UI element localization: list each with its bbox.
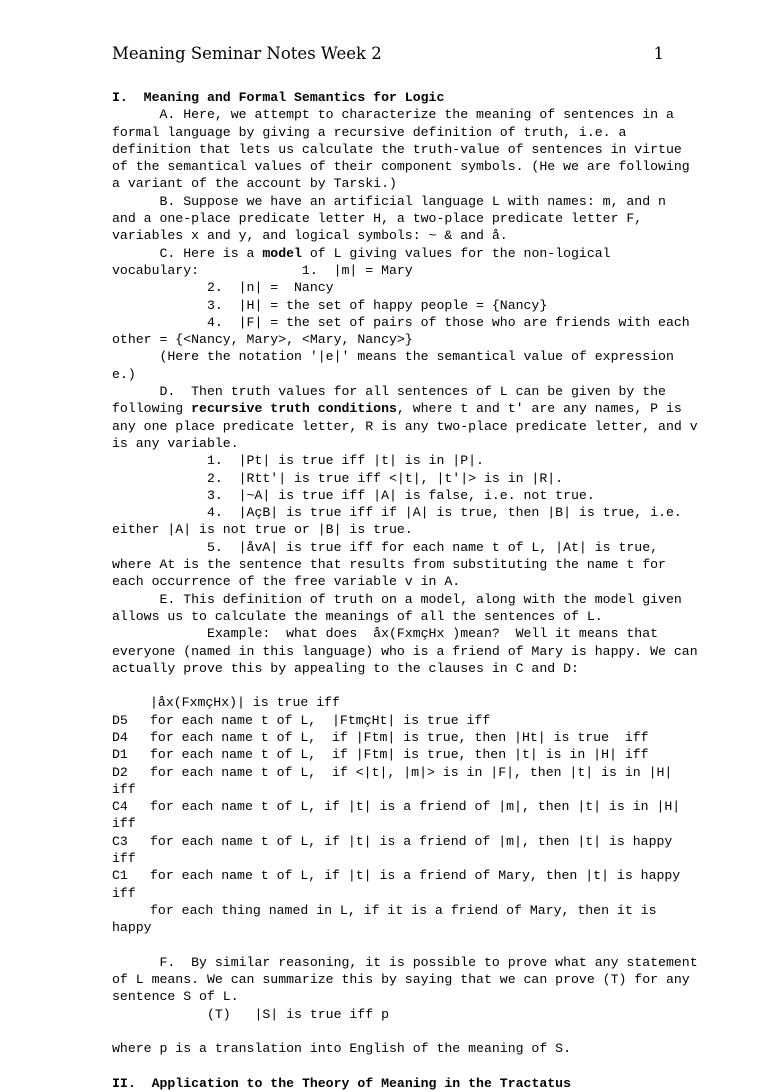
proof-row: iff <box>112 816 136 832</box>
proof-row: D5 for each name t of L, |FtmçHt| is true iff <box>112 712 491 728</box>
header-title: Meaning Seminar Notes Week 2 <box>112 44 382 63</box>
paragraph-D: D. Then truth values for all sentences of L can be given by the following recursive truth conditions, where t and t' are any names, P is any one place predicate letter, R is any two-place predicate letter, and v is any variable. 1. |Pt| is true iff |t| is in |P|. 2. |Rtt'| is true iff <|t|, |t'|> is in |R|. 3. |~A| is true iff |A| is false, i.e. not true. 4. |AçB| is true iff if |A| is true, then |B| is true, i.e. either |A| is not true or |B| is true. 5. |åvA| is true iff for each name t of L, |At| is true, where At is the sentence that results from substituting the name t for each occurrence of the free variable v in A. <box>112 384 698 590</box>
page-number: 1 <box>653 44 664 63</box>
recursive-truth-conditions-term: recursive truth conditions <box>191 401 397 417</box>
proof-row: D4 for each name t of L, if |Ftm| is true, then |Ht| is true iff <box>112 729 649 745</box>
section-heading-1: I. Meaning and Formal Semantics for Logic <box>112 90 445 105</box>
paragraph-A: A. Here, we attempt to characterize the meaning of sentences in a formal language by giving a recursive definition of truth, i.e. a definition that lets us calculate the truth-value of sentences in virtue of the semantical values of their component symbols. (He we are following a variant of the account by Tarski.) <box>112 107 690 192</box>
proof-row: C3 for each name t of L, if |t| is a friend of |m|, then |t| is happy <box>112 833 673 849</box>
proof-row: C4 for each name t of L, if |t| is a friend of |m|, then |t| is in |H| <box>112 799 681 815</box>
proof-row: iff <box>112 851 136 867</box>
paragraph-F: F. By similar reasoning, it is possible to prove what any statement of L means. We can summarize this by saying that we can prove (T) for any sentence S of L. (T) |S| is true iff p where p is a translation into English of the meaning of S. <box>112 954 698 1057</box>
proof-row: |åx(FxmçHx)| is true iff <box>150 695 340 711</box>
proof-row: happy <box>112 920 152 936</box>
paragraph-C: C. Here is a model of L giving values for the non-logical vocabulary: 1. |m| = Mary 2. |n| = Nancy 3. |H| = the set of happy people = {Nancy} 4. |F| = the set of pairs of those who are friends with each other = {<Nancy, Mary>, <Mary, Nancy>} (Here the notation '|e|' means the semantical value of expression e.) <box>112 245 690 382</box>
proof-row: D2 for each name t of L, if <|t|, |m|> is in |F|, then |t| is in |H| <box>112 764 673 780</box>
proof-row: D1 for each name t of L, if |Ftm| is true, then |t| is in |H| iff <box>112 747 649 763</box>
proof-row: iff <box>112 781 136 797</box>
proof-row: for each thing named in L, if it is a friend of Mary, then it is <box>150 902 657 918</box>
document-body <box>112 89 698 1092</box>
model-term: model <box>262 245 302 261</box>
proof-derivation <box>112 694 681 936</box>
page-header <box>112 44 664 68</box>
proof-row: C1 for each name t of L, if |t| is a friend of Mary, then |t| is happy <box>112 868 681 884</box>
paragraph-B: B. Suppose we have an artificial language L with names: m, and n and a one-place predicate letter H, a two-place predicate letter F, variables x and y, and logical symbols: ~ & and å. <box>112 193 666 244</box>
proof-row: iff <box>112 885 136 901</box>
paragraph-E: E. This definition of truth on a model, along with the model given allows us to calculate the meanings of all the sentences of L. Example: what does åx(FxmçHx )mean? Well it means that everyone (named in this language) who is a friend of Mary is happy. We can actually prove this by appealing to the clauses in C and D: <box>112 591 698 676</box>
section-heading-2: II. Application to the Theory of Meaning in the Tractatus <box>112 1075 572 1091</box>
